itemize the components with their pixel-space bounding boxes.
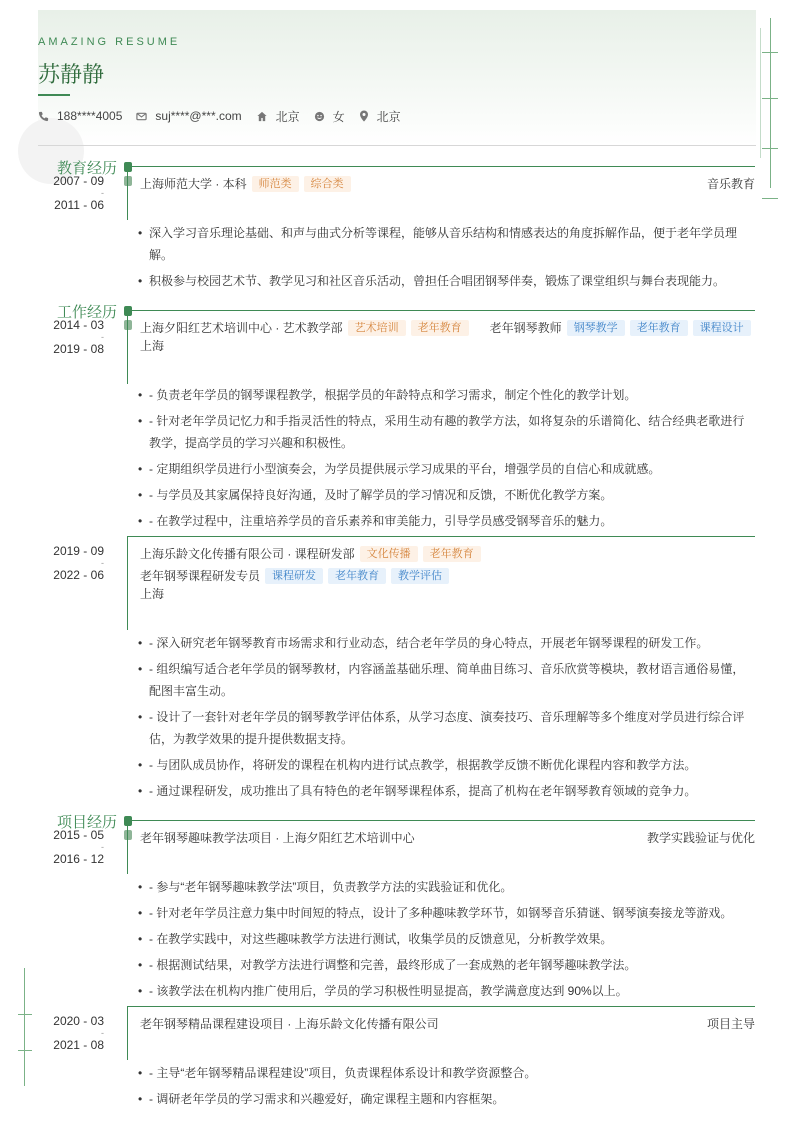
role-tag: 教学评估 <box>391 568 449 584</box>
home-city: 北京 <box>275 109 300 124</box>
name-underline <box>38 94 70 96</box>
work1-bullet: • - 定期组织学员进行小型演奏会，为学员提供展示学习成果的平台，增强学员的自信心和成就感。 <box>138 458 750 480</box>
section-title-work: 工作经历 <box>57 303 118 321</box>
role-tag: 课程设计 <box>693 320 751 336</box>
proj2-end-date: 2021 - 08 <box>53 1038 104 1052</box>
proj1-end-date: 2016 - 12 <box>53 852 104 866</box>
role-tag: 课程研发 <box>265 568 323 584</box>
company-tag: 老年教育 <box>411 320 469 336</box>
project-name: 老年钢琴精品课程建设项目 · 上海乐龄文化传播有限公司 <box>140 1017 439 1031</box>
gender: 女 <box>332 109 345 124</box>
section-marker <box>124 306 132 316</box>
job-role: 老年钢琴教师 <box>489 321 562 335</box>
proj2-bullet: • - 主导“老年钢琴精品课程建设”项目，负责课程体系设计和教学资源整合。 <box>138 1062 750 1084</box>
edu-end-date: 2011 - 06 <box>54 198 104 212</box>
contact-bar <box>38 108 415 124</box>
section-marker <box>124 816 132 826</box>
header-background <box>38 10 756 145</box>
job-role: 老年钢琴课程研发专员 <box>140 569 261 583</box>
phone-icon <box>38 111 49 122</box>
work1-bullet: • - 与学员及其家属保持良好沟通，及时了解学员的学习情况和反馈，不断优化教学方案。 <box>138 484 750 506</box>
project-name: 老年钢琴趣味教学法项目 · 上海夕阳红艺术培训中心 <box>140 831 415 845</box>
company-name: 上海夕阳红艺术培训中心 · 艺术教学部 <box>140 321 343 335</box>
contact-phone <box>38 109 122 123</box>
date-separator: - <box>101 842 104 852</box>
decorative-tick <box>762 148 778 149</box>
edu-bullet: • 积极参与校园艺术节、教学见习和社区音乐活动，曾担任合唱团钢琴伴奏，锻炼了课堂组织与舞台表现能力。 <box>138 270 750 292</box>
email-icon <box>136 111 147 122</box>
school-tag: 综合类 <box>304 176 351 192</box>
item-rule <box>127 1006 755 1007</box>
edu-bullet: • 深入学习音乐理论基础、和声与曲式分析等课程，能够从音乐结构和情感表达的角度拆解作品，便于老年学员理解。 <box>138 222 750 266</box>
role-tag: 老年教育 <box>328 568 386 584</box>
timeline-bar <box>127 166 128 220</box>
contact-location <box>359 108 401 125</box>
work1-bullet: • - 负责老年学员的钢琴课程教学，根据学员的年龄特点和学习需求，制定个性化的教学计划。 <box>138 384 750 406</box>
proj2-start-date: 2020 - 03 <box>53 1014 104 1028</box>
job-city: 上海 <box>140 587 165 601</box>
date-separator: - <box>101 332 104 342</box>
work2-bullet: • - 组织编写适合老年学员的钢琴教材，内容涵盖基础乐理、简单曲目练习、音乐欣赏等模块，教材语言通俗易懂，配图丰富生动。 <box>138 658 750 702</box>
location-pin-icon <box>359 110 369 122</box>
contact-email <box>136 109 241 123</box>
contact-gender <box>314 108 345 125</box>
date-separator: - <box>101 188 104 198</box>
phone-number: 188****4005 <box>57 109 123 123</box>
role-tag: 老年教育 <box>630 320 688 336</box>
header-divider <box>38 145 756 146</box>
work1-bullet: • - 针对老年学员记忆力和手指灵活性的特点，采用生动有趣的教学方法，如将复杂的乐谱简化、结合经典老歌进行教学，提高学员的学习兴趣和积极性。 <box>138 410 750 454</box>
section-rule <box>127 820 755 821</box>
home-icon <box>256 111 268 122</box>
work1-end-date: 2019 - 08 <box>53 342 104 356</box>
decorative-line <box>770 18 771 188</box>
proj1-bullet: • - 参与“老年钢琴趣味教学法”项目，负责教学方法的实践验证和优化。 <box>138 876 750 898</box>
work2-start-date: 2019 - 09 <box>53 544 104 558</box>
school-tag: 师范类 <box>252 176 299 192</box>
section-rule <box>127 166 755 167</box>
proj1-bullet: • - 根据测试结果，对教学方法进行调整和完善，最终形成了一套成熟的老年钢琴趣味教学法。 <box>138 954 750 976</box>
resume-brand: AMAZING RESUME <box>38 36 181 48</box>
decorative-tick <box>762 198 778 199</box>
timeline-bar <box>127 310 128 384</box>
decorative-line <box>24 968 25 1086</box>
decorative-tick <box>18 1050 32 1051</box>
company-tag: 老年教育 <box>423 546 481 562</box>
company-name: 上海乐龄文化传播有限公司 · 课程研发部 <box>140 547 355 561</box>
company-tag: 文化传播 <box>360 546 418 562</box>
edu-start-date: 2007 - 09 <box>53 174 104 188</box>
decorative-line <box>760 28 761 158</box>
gender-icon <box>314 111 325 122</box>
work2-role-line <box>140 566 449 586</box>
work1-start-date: 2014 - 03 <box>53 318 104 332</box>
proj1-start-date: 2015 - 05 <box>53 828 104 842</box>
work2-company-line <box>140 544 481 564</box>
work2-bullet: • - 设计了一套针对老年学员的钢琴教学评估体系，从学习态度、演奏技巧、音乐理解等多个维度对学员进行综合评估，为教学效果的提升提供数据支持。 <box>138 706 750 750</box>
work2-end-date: 2022 - 06 <box>53 568 104 582</box>
candidate-name: 苏静静 <box>38 63 105 88</box>
decorative-tick <box>18 1014 32 1015</box>
item-marker <box>124 176 132 186</box>
work1-bullet: • - 在教学过程中，注重培养学员的音乐素养和审美能力，引导学员感受钢琴音乐的魅力。 <box>138 510 750 532</box>
work2-bullet: • - 通过课程研发，成功推出了具有特色的老年钢琴课程体系，提高了机构在老年钢琴教育领域的竞争力。 <box>138 780 750 802</box>
major: 音乐教育 <box>706 177 755 191</box>
section-title-projects: 项目经历 <box>57 813 118 831</box>
project-role: 教学实践验证与优化 <box>646 831 755 845</box>
decorative-tick <box>762 98 778 99</box>
project-role: 项目主导 <box>706 1017 755 1031</box>
item-rule <box>127 536 755 537</box>
timeline-bar <box>127 820 128 874</box>
item-marker <box>124 320 132 330</box>
decorative-tick <box>762 52 778 53</box>
item-marker <box>124 830 132 840</box>
edu-school-line <box>140 174 351 194</box>
work1-company-line <box>140 318 751 338</box>
proj1-bullet: • - 该教学法在机构内推广使用后，学员的学习积极性明显提高，教学满意度达到 90%以上。 <box>138 980 750 1002</box>
email-address: suj****@***.com <box>155 109 242 123</box>
timeline-bar <box>127 1006 128 1060</box>
work2-bullet: • - 深入研究老年钢琴教育市场需求和行业动态，结合老年学员的身心特点，开展老年钢琴课程的研发工作。 <box>138 632 750 654</box>
company-tag: 艺术培训 <box>348 320 406 336</box>
proj1-bullet: • - 针对老年学员注意力集中时间短的特点，设计了多种趣味教学环节，如钢琴音乐猜谜、钢琴演奏接龙等游戏。 <box>138 902 750 924</box>
date-separator: - <box>101 1028 104 1038</box>
section-rule <box>127 310 755 311</box>
section-marker <box>124 162 132 172</box>
contact-home <box>256 108 300 125</box>
section-title-education: 教育经历 <box>57 159 118 177</box>
proj2-bullet: • - 调研老年学员的学习需求和兴趣爱好，确定课程主题和内容框架。 <box>138 1088 750 1110</box>
timeline-bar <box>127 536 128 630</box>
date-separator: - <box>101 558 104 568</box>
role-tag: 钢琴教学 <box>567 320 625 336</box>
job-city: 上海 <box>140 339 165 353</box>
proj1-bullet: • - 在教学实践中，对这些趣味教学方法进行测试，收集学员的反馈意见，分析教学效果。 <box>138 928 750 950</box>
work2-bullet: • - 与团队成员协作，将研发的课程在机构内进行试点教学，根据教学反馈不断优化课程内容和教学方法。 <box>138 754 750 776</box>
school-name: 上海师范大学 · 本科 <box>140 177 247 191</box>
location-city: 北京 <box>376 109 401 124</box>
